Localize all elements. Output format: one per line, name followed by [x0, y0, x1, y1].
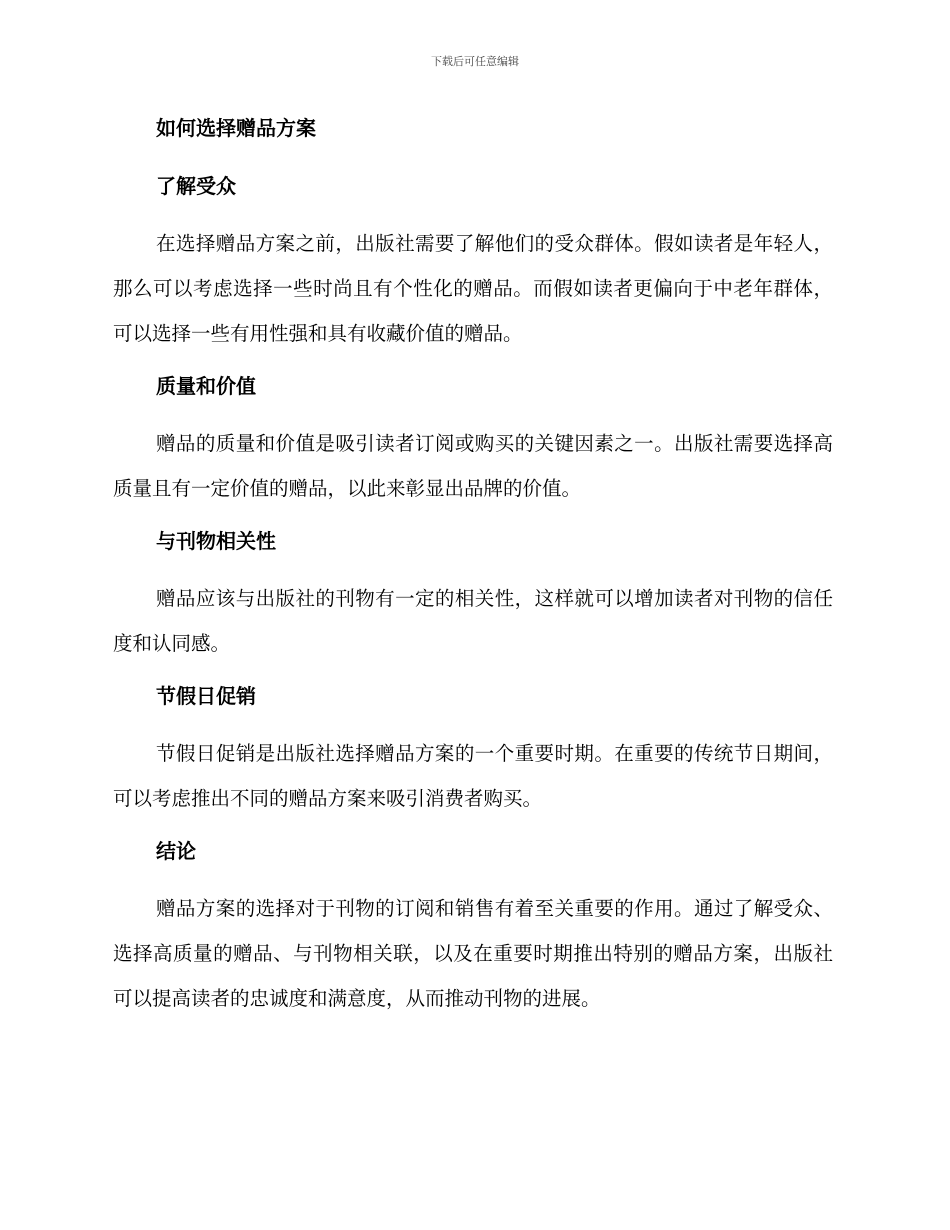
section-heading: 节假日促销 [156, 684, 256, 708]
section-relevance [113, 523, 833, 666]
page-header-note: 下载后可任意编辑 [431, 55, 519, 68]
section-paragraph: 在选择赠品方案之前，出版社需要了解他们的受众群体。假如读者是年轻人，那么可以考虑选择一些时尚且有个性化的赠品。而假如读者更偏向于中老年群体，可以选择一些有用性强和具有收藏价值的赠品。 [113, 232, 833, 345]
section-paragraph: 赠品应该与出版社的刊物有一定的相关性，这样就可以增加读者对刊物的信任度和认同感。 [113, 587, 833, 655]
section-paragraph: 赠品的质量和价值是吸引读者订阅或购买的关键因素之一。出版社需要选择高质量且有一定价值的赠品，以此来彰显出品牌的价值。 [113, 432, 833, 500]
section-audience [113, 168, 833, 356]
section-holiday-promotion [113, 678, 833, 821]
section-heading: 与刊物相关性 [156, 529, 276, 553]
document-title: 如何选择赠品方案 [156, 116, 316, 140]
section-heading: 了解受众 [156, 174, 236, 198]
section-paragraph: 节假日促销是出版社选择赠品方案的一个重要时期。在重要的传统节日期间，可以考虑推出不同的赠品方案来吸引消费者购买。 [113, 742, 833, 810]
section-heading: 质量和价值 [156, 374, 256, 398]
section-heading: 结论 [156, 839, 196, 863]
section-conclusion [113, 833, 833, 1021]
section-quality-value [113, 368, 833, 511]
section-paragraph: 赠品方案的选择对于刊物的订阅和销售有着至关重要的作用。通过了解受众、选择高质量的赠品、与刊物相关联，以及在重要时期推出特别的赠品方案，出版社可以提高读者的忠诚度和满意度，从而推动刊物的进展。 [113, 897, 833, 1010]
document-body [113, 110, 833, 1033]
